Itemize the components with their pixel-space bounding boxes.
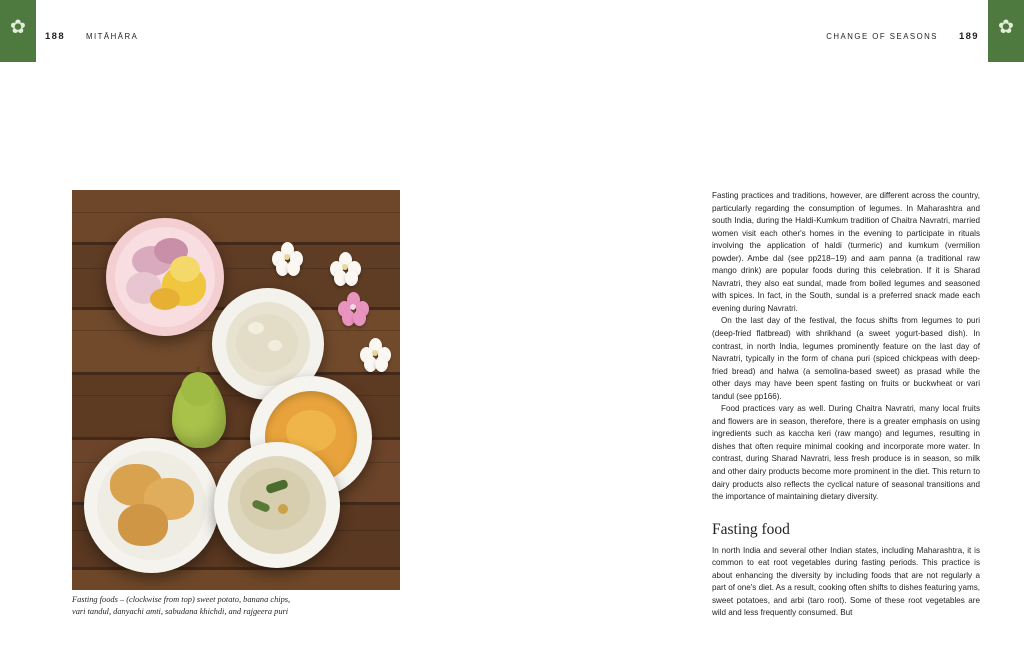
puri [118, 504, 168, 546]
grain-highlight [248, 322, 264, 334]
section-heading: Fasting food [712, 520, 790, 538]
grain-highlight [268, 340, 282, 351]
vari-tandul [236, 314, 298, 372]
sweet-potato-bowl [106, 218, 224, 336]
page-number-left: 188 [45, 31, 66, 42]
body-paragraph-3: Food practices vary as well. During Chaitra Navratri, many local fruits and flowers are in season, therefore, there is a greater emphasis on using ingredients such as kaccha keri (raw mango) and legumes, resulting in dishes that often require minimal cooking and incorporate more water. In contrast, during Sharad Navratri, less fresh produce is in season, so milk and other dairy products become more prominent in the diet. This return to dairy products also reflects the cyclical nature of seasonal transitions and the importance of maintaining dietary diversity. [712, 404, 980, 502]
body-paragraph-4: In north India and several other Indian states, including Maharashtra, it is common to eat root vegetables during fasting periods. This practice is about enhancing the diversity by including foods that are not regularly a part of one's diet. As a result, cooking often shifts to dishes featuring yams, sweet potatoes, and arbi (taro root). Some of these root vegetables are wild and less frequently consumed. But [712, 545, 980, 618]
rajgeera-puri-plate [84, 438, 219, 573]
table-plank [72, 570, 400, 590]
khichdi [240, 468, 310, 530]
sabudana-khichdi-bowl [214, 442, 340, 568]
body-text-column [712, 190, 980, 620]
pear-neck [181, 372, 215, 406]
banana-chip [170, 256, 200, 282]
body-paragraph-2: On the last day of the festival, the focus shifts from legumes to puri (deep-fried flatbread) with shrikhand (a sweet yogurt-based dish). In contrast, in north India, legumes prominently feature on the last day of Navratri, typically in the form of chana puri (spiced chickpeas with deep-fried bread) and halwa (a semolina-based sweet) as prasad while the other days may have been spent fasting on fruits or buckwheat or vari tandul (see pp166). [712, 316, 980, 401]
caption-line-1: Fasting foods – (clockwise from top) sweet potato, banana chips, [72, 595, 291, 604]
figure-caption [72, 594, 402, 617]
pink-flower [338, 292, 368, 322]
figure-image [72, 190, 400, 590]
white-flower [360, 338, 390, 368]
running-head-band [0, 0, 1024, 62]
page-number-right: 189 [958, 31, 979, 42]
peanut [278, 504, 288, 514]
white-flower [330, 252, 360, 282]
leaf-icon: ✿ [10, 17, 26, 38]
photo-canvas [72, 190, 400, 590]
body-paragraph-1: Fasting practices and traditions, however, are different across the country, particularly regarding the consumption of legumes. In Maharashtra and south India, during the Haldi-Kumkum tradition of Chaitra Navratri, married women visit each other's homes in the evening to participate in rituals involving the application of haldi (turmeric) and kumkum (vermilion powder). Ambe dal (see pp218–19) and aam panna (a traditional raw mango drink) are popular foods during this celebration. If it is Sharad Navratri, they also eat sundal, made from boiled legumes and seasoned with spices. In fact, in the South, sundal is a preferred snack made each evening during Navratri. [712, 191, 980, 313]
leaf-icon: ✿ [998, 17, 1014, 38]
white-flower [272, 242, 302, 272]
banana-chip [150, 288, 180, 310]
running-head-right: CHANGE OF SEASONS [826, 32, 938, 41]
caption-line-2: vari tandul, danyachi amti, sabudana khichdi, and rajgeera puri [72, 606, 289, 616]
table-plank [72, 190, 400, 242]
running-head-left: MITĀHĀRA [86, 32, 139, 41]
